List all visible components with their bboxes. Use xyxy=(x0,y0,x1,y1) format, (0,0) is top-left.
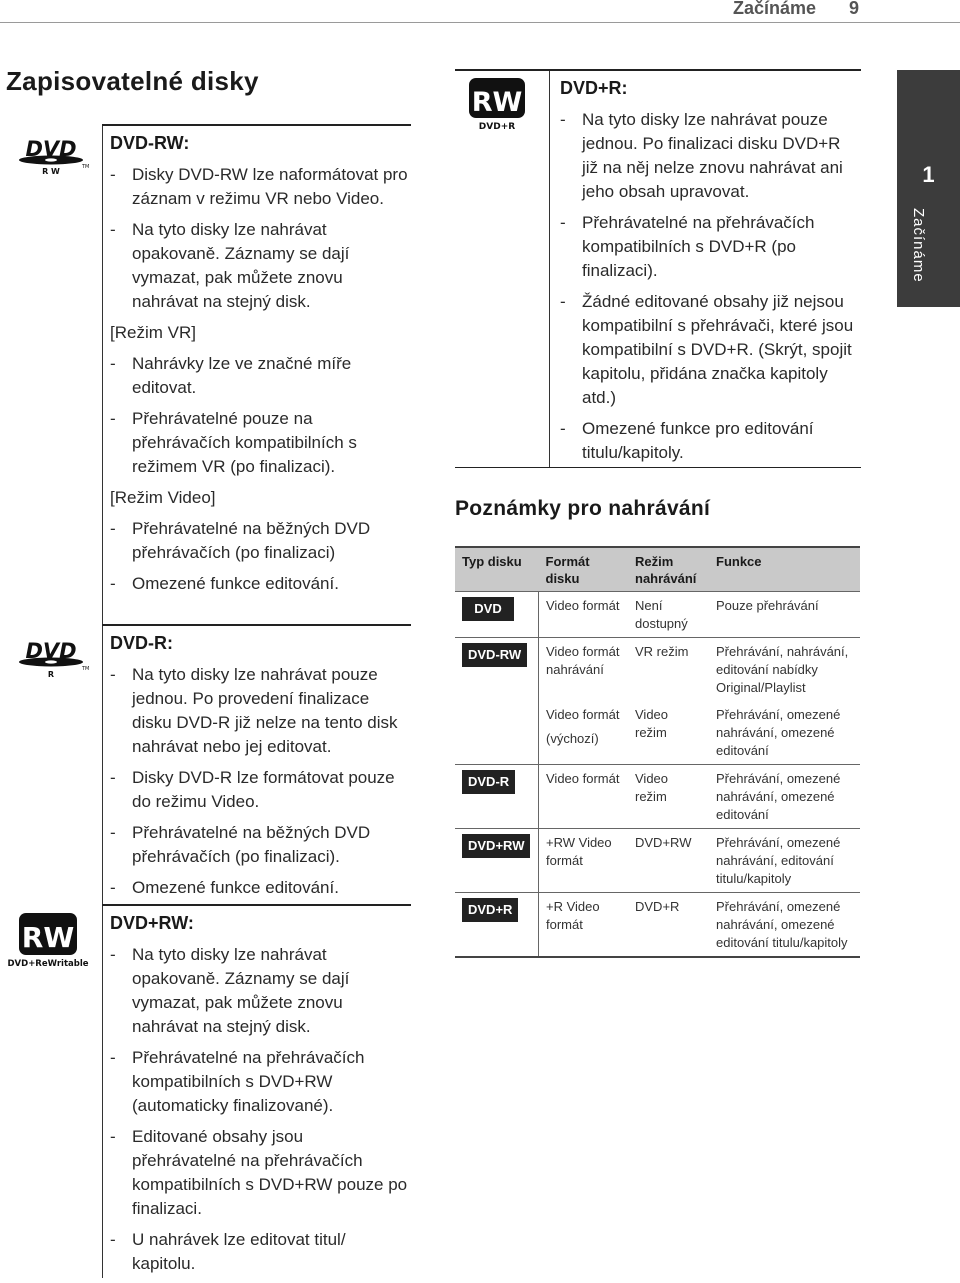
disk-type-badge: DVD xyxy=(462,597,514,621)
dvd-plus-rw-section xyxy=(110,911,410,1283)
list-item: - Editované obsahy jsou přehrávatelné na přehrávačích kompatibilních s DVD+RW pouze po finalizaci. xyxy=(110,1127,408,1218)
disk-type-badge: DVD+R xyxy=(462,898,518,922)
table-cell: DVD+RW xyxy=(628,829,709,893)
table-cell: VR režim xyxy=(628,638,709,702)
table-cell: +R Video formát xyxy=(539,893,629,958)
page-number: 9 xyxy=(849,0,860,18)
dvd-r-section xyxy=(110,631,410,907)
table-cell: Není dostupný xyxy=(635,598,688,631)
block-rule-dvd-r xyxy=(102,624,411,626)
table-cell: Video formát xyxy=(539,765,629,829)
table-row xyxy=(455,701,860,765)
table-cell: Video režim xyxy=(635,707,669,740)
chapter-label: Začínáme xyxy=(910,208,927,283)
svg-text:RW: RW xyxy=(21,921,75,954)
disk-type-badge: DVD-RW xyxy=(462,643,527,667)
table-row xyxy=(455,829,860,893)
column-header: Funkce xyxy=(709,547,860,592)
video-mode-label: [Režim Video] xyxy=(110,488,216,507)
svg-text:RW: RW xyxy=(471,87,523,118)
header-rule xyxy=(0,22,960,23)
block-rule-dvd-plus-rw xyxy=(102,904,411,906)
table-cell: Video formát nahrávání xyxy=(539,638,629,702)
column-header: Typ disku xyxy=(455,547,539,592)
block-divider-dvd-r xyxy=(102,626,103,905)
list-item: - Přehrávatelné na přehrávačích kompatibilních s DVD+RW (automaticky finalizované). xyxy=(110,1048,365,1115)
recording-notes-table xyxy=(455,546,860,958)
chapter-tab xyxy=(897,70,960,307)
list-item: - Nahrávky lze ve značné míře editovat. xyxy=(110,354,352,397)
table-row xyxy=(455,765,860,829)
table-cell: Video formát (výchozí) xyxy=(546,707,620,746)
notes-title: Poznámky pro nahrávání xyxy=(455,497,711,520)
list-item: - Přehrávatelné na běžných DVD přehrávačích (po finalizaci) xyxy=(110,519,371,562)
list-item: - Omezené funkce editování. xyxy=(110,574,339,593)
vr-mode-label: [Režim VR] xyxy=(110,323,196,342)
svg-text:TM: TM xyxy=(82,666,90,672)
table-row xyxy=(455,893,860,958)
dvd-plus-r-logo-icon xyxy=(464,76,532,132)
dvd-plus-r-section xyxy=(560,76,858,472)
disk-type-badge: DVD+RW xyxy=(462,834,530,858)
list-item: - Disky DVD-R lze formátovat pouze do režimu Video. xyxy=(110,768,395,811)
dvd-rw-heading: DVD-RW: xyxy=(110,133,190,153)
dvd-r-logo-icon xyxy=(18,637,88,679)
svg-text:R: R xyxy=(47,670,55,679)
list-item: - Přehrávatelné na přehrávačích kompatibilních s DVD+R (po finalizaci). xyxy=(560,213,815,280)
page-title: Zapisovatelné disky xyxy=(6,66,259,96)
list-item: - Na tyto disky lze nahrávat pouze jednou. Po finalizaci disku DVD+R již na něj nelze znovu nahrávat ani jeho obsah upravovat. xyxy=(560,110,843,201)
table-row xyxy=(455,638,860,702)
svg-text:TM: TM xyxy=(82,164,90,170)
list-item: - Omezené funkce pro editování titulu/kapitoly. xyxy=(560,419,814,462)
svg-text:DVD: DVD xyxy=(25,639,77,663)
disk-type-badge: DVD-R xyxy=(462,770,515,794)
list-item: - Přehrávatelné pouze na přehrávačích kompatibilních s režimem VR (po finalizaci). xyxy=(110,409,357,476)
block-rule-dvd-plus-r xyxy=(455,69,861,71)
table-cell: Video režim xyxy=(628,765,709,829)
svg-text:DVD+R: DVD+R xyxy=(478,122,516,132)
table-cell: Video formát xyxy=(546,598,620,613)
list-item: - U nahrávek lze editovat titul/ kapitolu. xyxy=(110,1230,346,1273)
dvd-r-heading: DVD-R: xyxy=(110,633,173,653)
list-item: - Na tyto disky lze nahrávat pouze jednou. Po provedení finalizace disku DVD-R již nelze na tento disk nahrávat nebo jej editovat. xyxy=(110,665,398,756)
column-header: Režim nahrávání xyxy=(628,547,709,592)
svg-text:DVD: DVD xyxy=(25,137,77,161)
list-item: - Přehrávatelné na běžných DVD přehrávačích (po finalizaci). xyxy=(110,823,371,866)
list-item: - Na tyto disky lze nahrávat opakovaně. Záznamy se dají vymazat, pak můžete znovu nahrávat na stejný disk. xyxy=(110,220,350,311)
list-item: - Na tyto disky lze nahrávat opakovaně. Záznamy se dají vymazat, pak můžete znovu nahrávat na stejný disk. xyxy=(110,945,350,1036)
table-cell: Přehrávání, omezené nahrávání, omezené editování xyxy=(716,707,841,758)
list-item: - Disky DVD-RW lze naformátovat pro záznam v režimu VR nebo Video. xyxy=(110,165,408,208)
column-header: Formát disku xyxy=(539,547,629,592)
table-header-row xyxy=(455,547,860,592)
header-section-title: Začínáme xyxy=(733,0,817,18)
dvd-rw-logo-icon xyxy=(18,135,88,177)
block-divider-dvd-rw xyxy=(102,126,103,625)
table-cell: Pouze přehrávání xyxy=(716,598,819,613)
block-divider-dvd-plus-rw xyxy=(102,906,103,1278)
table-row xyxy=(455,592,860,638)
dvd-plus-rw-logo-icon xyxy=(7,912,89,969)
table-cell: DVD+R xyxy=(628,893,709,958)
table-cell xyxy=(455,701,539,765)
dvd-plus-r-heading: DVD+R: xyxy=(560,78,628,98)
block-rule-dvd-rw xyxy=(102,124,411,126)
dvd-plus-rw-heading: DVD+RW: xyxy=(110,913,194,933)
table-cell: Přehrávání, nahrávání, editování nabídky Original/Playlist xyxy=(709,638,860,702)
table-cell: Přehrávání, omezené nahrávání, editování titulu/kapitoly xyxy=(709,829,860,893)
table-cell: Přehrávání, omezené nahrávání, omezené editování titulu/kapitoly xyxy=(709,893,860,958)
block-divider-dvd-plus-r xyxy=(549,71,550,467)
dvd-rw-section xyxy=(110,131,410,603)
chapter-number: 1 xyxy=(922,162,935,187)
list-item: - Žádné editované obsahy již nejsou kompatibilní s přehrávači, které jsou kompatibilní s DVD+R. (Skrýt, spojit kapitolu, přidána značka kapitoly atd.) xyxy=(560,292,854,407)
table-cell: +RW Video formát xyxy=(539,829,629,893)
list-item: - Omezené funkce editování. xyxy=(110,878,339,897)
svg-text:DVD+ReWritable: DVD+ReWritable xyxy=(7,959,89,969)
table-cell: Přehrávání, omezené nahrávání, omezené editování xyxy=(709,765,860,829)
svg-text:R W: R W xyxy=(42,167,60,176)
